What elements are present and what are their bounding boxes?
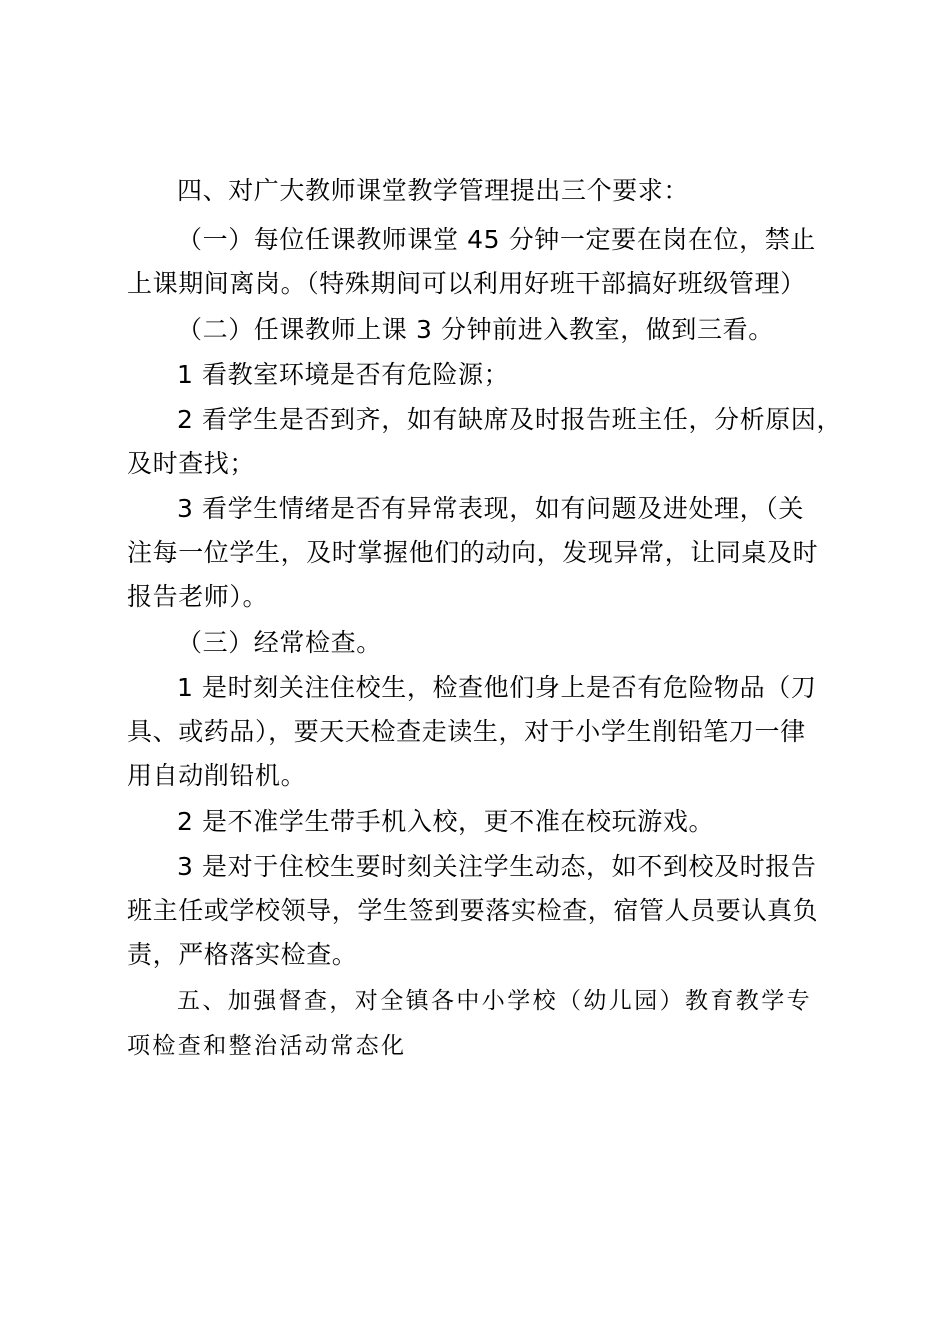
paragraph-line: 用自动削铅机。 — [127, 761, 307, 790]
paragraph-line: 报告老师）。 — [127, 582, 269, 611]
paragraph-line: 1 看教室环境是否有危险源； — [177, 360, 510, 389]
paragraph-line: 2 看学生是否到齐，如有缺席及时报告班主任，分析原因， — [177, 405, 843, 434]
paragraph-line: 2 是不准学生带手机入校，更不准在校玩游戏。 — [177, 807, 715, 836]
paragraph-line: 注每一位学生，及时掌握他们的动向，发现异常，让同桌及时 — [127, 538, 819, 567]
paragraph-line: （二）任课教师上课 3 分钟前进入教室，做到三看。 — [177, 315, 774, 344]
paragraph-line: 3 看学生情绪是否有异常表现，如有问题及进处理，（关 — [177, 494, 804, 523]
section-heading-5: 五、加强督查，对全镇各中小学校（幼儿园）教育教学专 — [177, 988, 812, 1014]
paragraph-line: 1 是时刻关注住校生，检查他们身上是否有危险物品（刀 — [177, 673, 817, 702]
section-heading-4: 四、对广大教师课堂教学管理提出三个要求： — [177, 176, 690, 205]
paragraph-line: 上课期间离岗。（特殊期间可以利用好班干部搞好班级管理） — [127, 269, 806, 298]
paragraph-line: 班主任或学校领导，学生签到要落实检查，宿管人员要认真负 — [127, 896, 819, 925]
paragraph-line: 具、或药品），要天天检查走读生，对于小学生削铅笔刀一律 — [127, 717, 806, 746]
paragraph-line: 3 是对于住校生要时刻关注学生动态，如不到校及时报告 — [177, 852, 817, 881]
paragraph-line: 项检查和整治活动常态化 — [127, 1033, 407, 1059]
paragraph-line: 责，严格落实检查。 — [127, 940, 358, 969]
paragraph-line: 及时查找； — [127, 449, 256, 478]
paragraph-line: （三）经常检查。 — [177, 628, 382, 657]
paragraph-line: （一）每位任课教师课堂 45 分钟一定要在岗在位，禁止 — [177, 225, 816, 254]
